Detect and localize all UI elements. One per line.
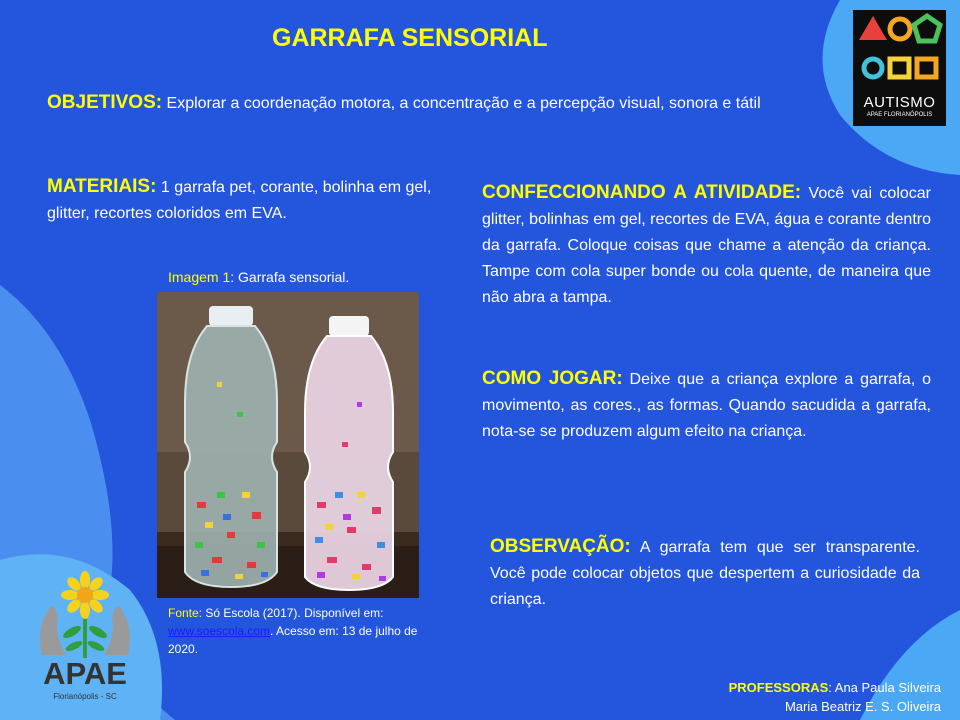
apae-logo	[20, 570, 150, 710]
image-source-label: Fonte:	[168, 606, 203, 620]
apae-logo-subtext: Florianópolis - SC	[53, 692, 117, 701]
image-source-date: . Acesso em: 13 de julho de 2020.	[168, 624, 418, 656]
como-jogar-heading: COMO JOGAR:	[482, 368, 623, 389]
materiais-text: 1 garrafa pet, corante, bolinha em gel, glitter, recortes coloridos em EVA.	[47, 179, 432, 222]
autismo-logo-subtext: APAE FLORIANÓPOLIS	[866, 112, 933, 118]
objetivos-heading: OBJETIVOS:	[47, 92, 163, 113]
objetivos-text: Explorar a coordenação motora, a concentração e a percepção visual, sonora e tátil	[162, 95, 761, 112]
confeccionando-section	[482, 180, 931, 311]
autismo-logo	[853, 10, 946, 126]
apae-flower-icon	[20, 570, 150, 660]
professora-name-1: : Ana Paula Silveira	[828, 680, 941, 695]
observacao-text: A garrafa tem que ser transparente. Você pode colocar objetos que despertem a curiosidade da criança.	[490, 539, 920, 608]
image-caption	[168, 269, 349, 285]
confeccionando-heading: CONFECCIONANDO A ATIVIDADE:	[482, 182, 802, 203]
apae-logo-text: APAE	[43, 656, 127, 691]
confeccionando-text: Você vai colocar glitter, bolinhas em gel, recortes de EVA, água e corante dentro da garrafa. Coloque coisas que chame a atenção da criança. Tampe com cola super bonde ou cola quente, de maneira que não abra a tampa.	[482, 185, 932, 306]
observacao-section	[490, 534, 920, 613]
materiais-heading: MATERIAIS:	[47, 176, 157, 197]
professoras	[729, 678, 941, 716]
professoras-label: PROFESSORAS	[728, 680, 829, 695]
right-bottle	[305, 316, 393, 590]
image-source-link[interactable]: www.soescola.com	[168, 624, 271, 638]
professora-name-2: Maria Beatriz E. S. Oliveira	[784, 699, 941, 714]
image-source-text: Só Escola (2017). Disponível em:	[202, 606, 384, 620]
page-title: GARRAFA SENSORIAL	[272, 24, 548, 52]
materiais-section	[47, 174, 439, 227]
observacao-heading: OBSERVAÇÃO:	[490, 536, 631, 557]
como-jogar-section	[482, 366, 931, 445]
sensory-bottles-photo	[157, 292, 419, 598]
autismo-shapes-icon	[853, 10, 946, 90]
image-caption-label: Imagem 1	[168, 269, 231, 285]
left-bottle	[185, 306, 277, 587]
objetivos-section	[47, 90, 815, 117]
como-jogar-text: Deixe que a criança explore a garrafa, o movimento, as cores., as formas. Quando sacudida a garrafa, nota-se se produzem algum efeito na criança.	[482, 371, 931, 440]
image-source	[168, 604, 433, 658]
image-caption-text: : Garrafa sensorial.	[230, 269, 350, 285]
autismo-logo-text: AUTISMO	[863, 94, 936, 111]
